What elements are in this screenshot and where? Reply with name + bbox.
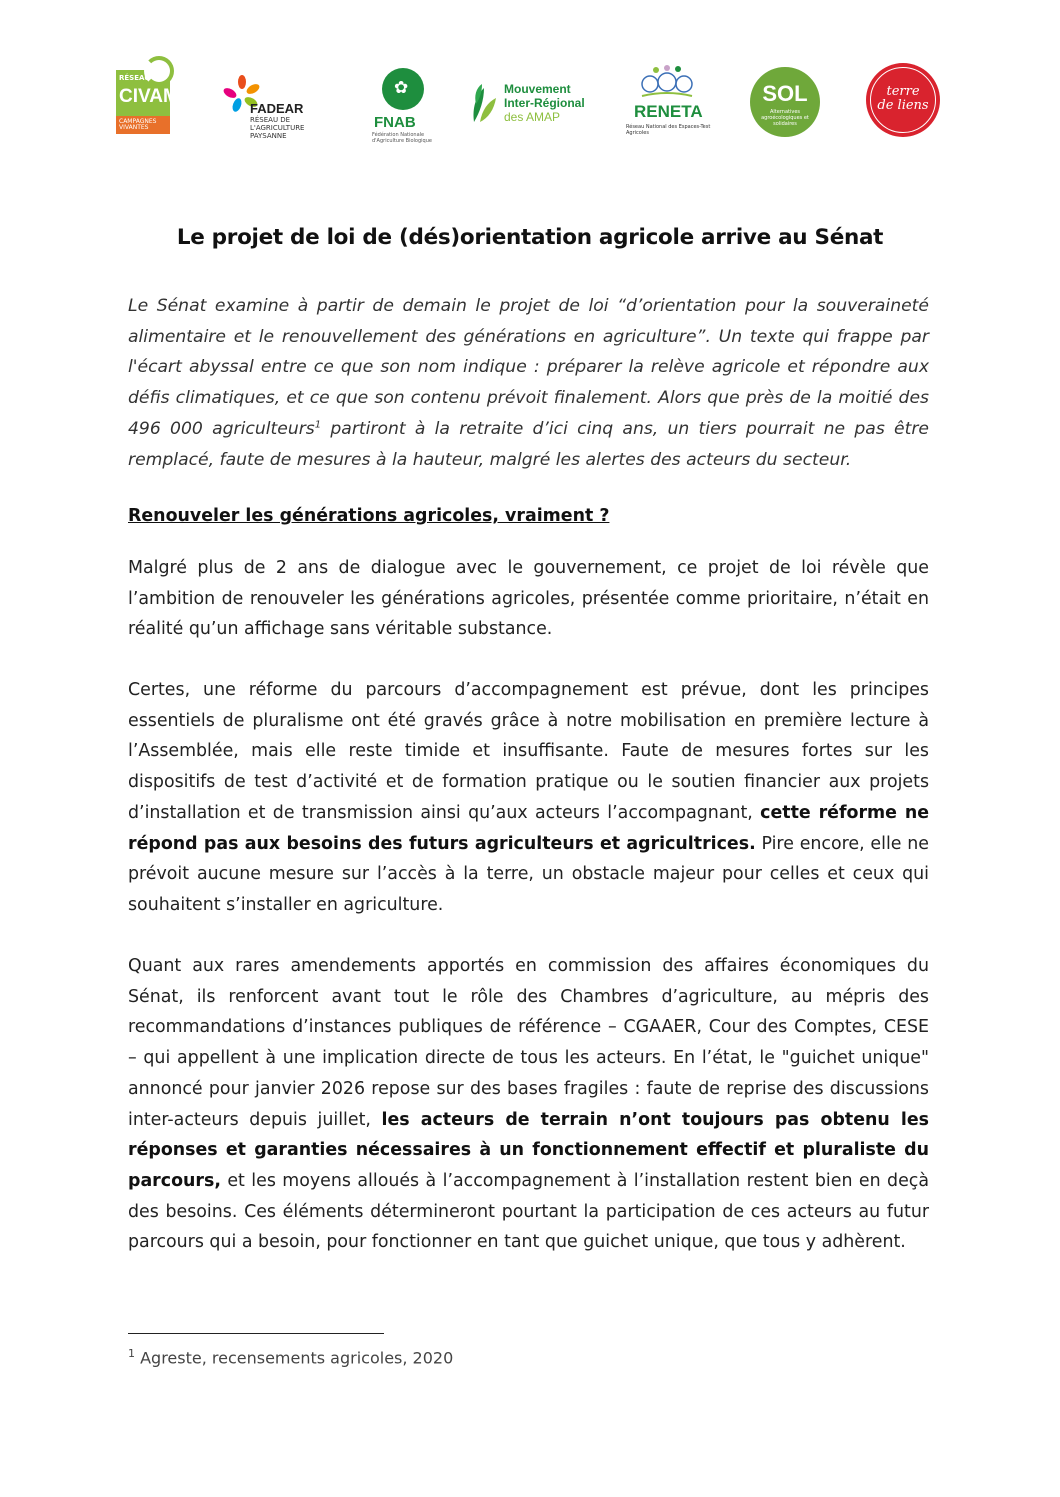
tdl-line1: terre bbox=[886, 84, 920, 99]
reneta-logo bbox=[626, 64, 712, 146]
p3-bold-text: les acteurs de terrain n’ont toujours pas obtenu les réponses et garanties nécessaires à un fonctionnement effectif et pluraliste du parcours, bbox=[128, 1109, 929, 1191]
p2-text-start: Certes, une réforme du parcours d’accompagnement est prévue, dont les principes essentiels de pluralisme ont été gravés grâce à notre mobilisation en première lecture à l’Assemblée, mais elle reste timide et insuffisante. Faute de mesures fortes sur les dispositifs de test d’activité et de formation pratique ou le soutien financier aux projets d’installation et de transmission ainsi qu’aux acteurs l’accompagnant, bbox=[128, 680, 929, 823]
p3-text-end: et les moyens alloués à l’accompagnement à l’installation restent bien en deçà des besoins. Ces éléments détermineront pourtant la participation de ces acteurs au futur parcours qui a besoin, pour fonctionner en tant que guichet unique, que tous y adhèrent. bbox=[128, 1170, 929, 1253]
sol-subtitle: Alternatives agroécologiques et solidaires bbox=[761, 109, 809, 127]
civam-line2: CIVAM bbox=[119, 86, 179, 107]
p3-text-start: Quant aux rares amendements apportés en commission des affaires économiques du Sénat, ils renforcent avant tout le rôle des Chambres d’agriculture, au mépris des recommandations d’instances publiques de référence – CGAAER, Cour des Comptes, CESE – qui appellent à une implication directe de tous les acteurs. En l’état, le "guichet unique" annoncé pour janvier 2026 repose sur des bases fragiles : faute de reprise des discussions inter-acteurs depuis juillet, bbox=[128, 956, 929, 1130]
fnab-logo bbox=[370, 64, 438, 146]
paragraph-1: Malgré plus de 2 ans de dialogue avec le gouvernement, ce projet de loi révèle que l’ambition de renouveler les générations agricoles, présentée comme prioritaire, n’était en réalité qu’un affichage sans véritable substance. bbox=[128, 558, 929, 640]
civam-line1: RÉSEAU bbox=[119, 74, 150, 82]
tree-icon bbox=[638, 64, 696, 100]
footnote-text: Agreste, recensements agricoles, 2020 bbox=[135, 1348, 454, 1368]
terre-de-liens-logo bbox=[866, 63, 940, 137]
footnote bbox=[128, 1347, 453, 1367]
fadear-logo bbox=[222, 74, 322, 140]
paragraph-2 bbox=[128, 675, 929, 921]
lead-text-a: Le Sénat examine à partir de demain le projet de loi “d’orientation pour la souveraineté alimentaire et le renouvellement des générations en agriculture”. Un texte qui frappe par l'écart abyssal entre ce que son nom indique : préparer la relève agricole et répondre aux défis climatiques, et ce que son contenu prévoit finalement. Alors que près de la moitié des 496 000 agriculteurs bbox=[128, 296, 929, 439]
page-title: Le projet de loi de (dés)orientation agricole arrive au Sénat bbox=[176, 225, 884, 250]
fnab-name: FNAB bbox=[374, 114, 416, 131]
partner-logos bbox=[0, 52, 1060, 152]
clover-icon: ✿ bbox=[394, 78, 409, 98]
reneta-name: RENETA bbox=[634, 102, 703, 121]
amap-line1: Mouvement bbox=[504, 82, 571, 96]
section-heading: Renouveler les générations agricoles, vraiment ? bbox=[128, 506, 610, 526]
lead-paragraph bbox=[128, 291, 929, 475]
amap-line3: des AMAP bbox=[504, 110, 561, 124]
civam-logo bbox=[116, 70, 179, 134]
fadear-subtitle: RÉSEAU DE L'AGRICULTURE PAYSANNE bbox=[250, 116, 305, 140]
reneta-subtitle: Réseau National des Espaces-Test Agricoles bbox=[626, 124, 711, 136]
footnote-separator bbox=[128, 1333, 384, 1334]
p2-text-end: Pire encore, elle ne prévoit aucune mesure sur l’accès à la terre, un obstacle majeur pour celles et ceux qui souhaitent s’installer en agriculture. bbox=[128, 833, 930, 915]
fnab-emblem bbox=[382, 68, 424, 110]
footnote-number: 1 bbox=[128, 1347, 135, 1360]
amap-line2: Inter-Régional bbox=[504, 96, 585, 110]
tdl-name bbox=[866, 85, 940, 113]
sol-name: SOL bbox=[762, 81, 808, 106]
sol-logo bbox=[750, 67, 820, 137]
amap-logo bbox=[470, 80, 592, 128]
p2-bold-text: cette réforme ne répond pas aux besoins des futurs agriculteurs et agricultrices. bbox=[128, 802, 929, 854]
tdl-line2: de liens bbox=[877, 98, 929, 113]
civam-line3: CAMPAGNES VIVANTES bbox=[119, 118, 157, 131]
fnab-subtitle: Fédération Nationale d'Agriculture Biologique bbox=[372, 132, 432, 144]
leaves-icon bbox=[470, 82, 498, 124]
paragraph-3 bbox=[128, 951, 929, 1258]
fadear-name: FADEAR bbox=[250, 101, 304, 116]
footnote-ref[interactable]: 1 bbox=[314, 419, 322, 431]
lead-text-b: partiront à la retraite d’ici cinq ans, un tiers pourrait ne pas être remplacé, faute de mesures à la hauteur, malgré les alertes des acteurs du secteur. bbox=[128, 418, 929, 470]
